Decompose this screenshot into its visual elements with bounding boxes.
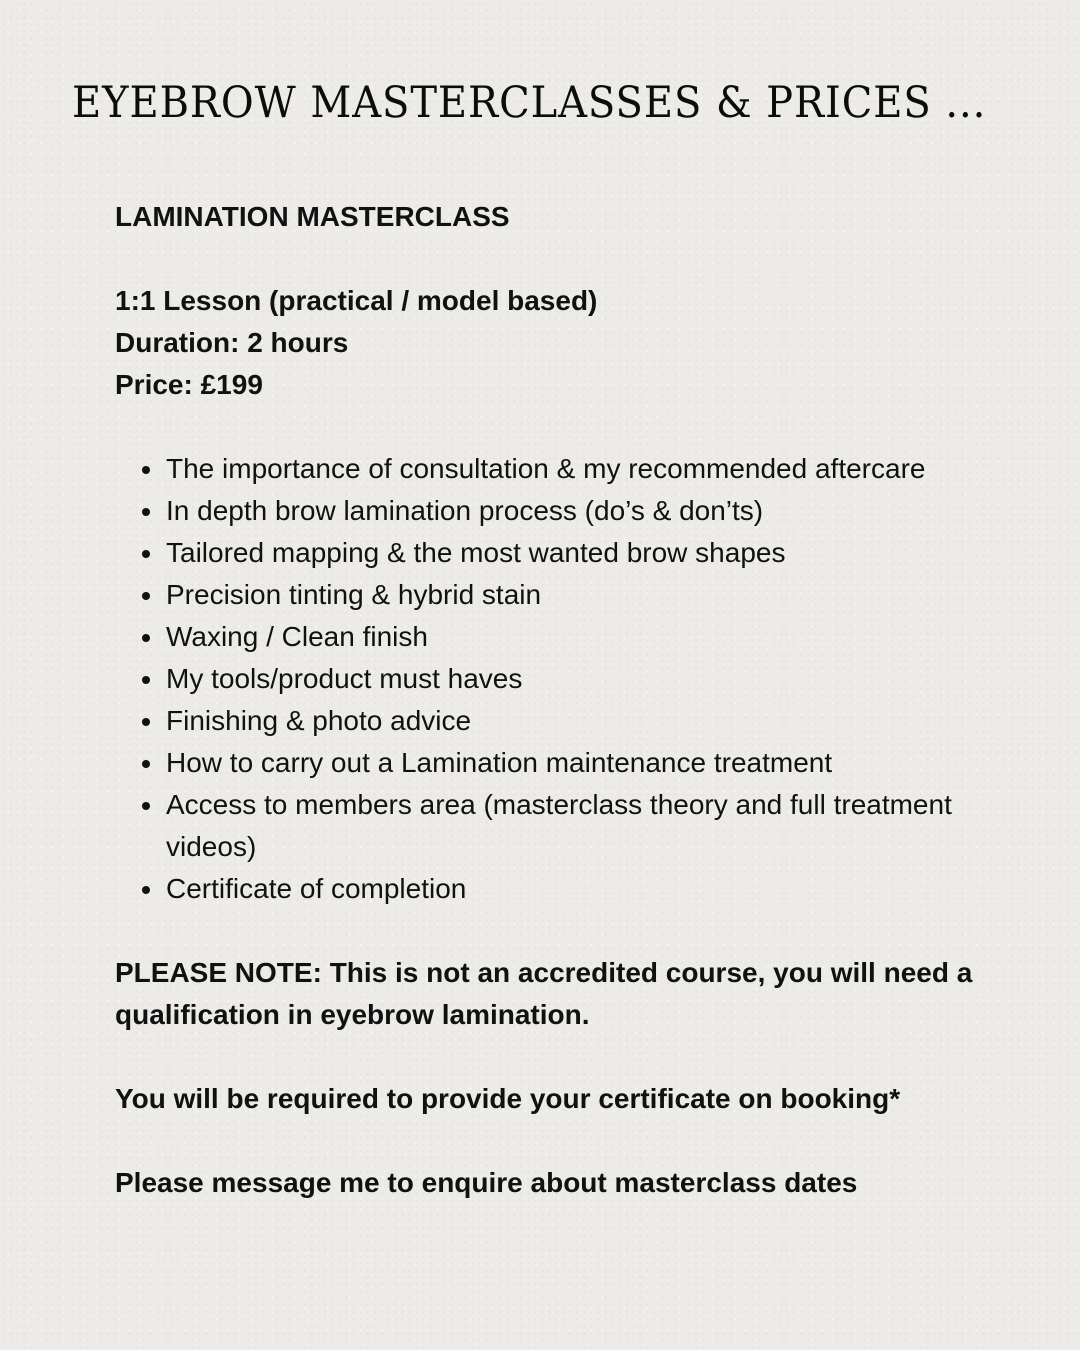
lesson-type: 1:1 Lesson (practical / model based) (115, 285, 598, 316)
list-item (115, 616, 975, 658)
list-item (115, 490, 975, 532)
bullet-icon (142, 886, 150, 894)
lesson-duration: Duration: 2 hours (115, 327, 349, 358)
topic-text: How to carry out a Lamination maintenance treatment (166, 747, 833, 778)
enquire-note: Please message me to enquire about masterclass dates (115, 1167, 858, 1198)
list-item (115, 658, 975, 700)
page-title: EYEBROW MASTERCLASSES & PRICES ... (72, 78, 987, 128)
certificate-note: You will be required to provide your certificate on booking* (115, 1083, 901, 1114)
topic-text: In depth brow lamination process (do’s & don’ts) (166, 495, 764, 526)
masterclass-content (115, 196, 975, 1204)
topic-text: My tools/product must haves (166, 663, 523, 694)
list-item (115, 784, 975, 868)
bullet-icon (142, 466, 150, 474)
topic-text: Tailored mapping & the most wanted brow shapes (166, 537, 786, 568)
bullet-icon (142, 550, 150, 558)
list-item (115, 700, 975, 742)
bullet-icon (142, 508, 150, 516)
bullet-icon (142, 634, 150, 642)
lesson-price: Price: £199 (115, 369, 263, 400)
topic-text: Certificate of completion (166, 873, 467, 904)
list-item (115, 448, 975, 490)
bullet-icon (142, 760, 150, 768)
accreditation-note: PLEASE NOTE: This is not an accredited course, you will need a qualification in eyebrow lamination. (115, 957, 973, 1030)
list-item (115, 574, 975, 616)
topic-text: The importance of consultation & my recommended aftercare (166, 453, 926, 484)
list-item (115, 532, 975, 574)
list-item (115, 742, 975, 784)
bullet-icon (142, 592, 150, 600)
section-title: LAMINATION MASTERCLASS (115, 201, 510, 232)
topic-text: Access to members area (masterclass theory and full treatment videos) (166, 789, 952, 862)
bullet-icon (142, 676, 150, 684)
topic-text: Finishing & photo advice (166, 705, 472, 736)
topic-text: Precision tinting & hybrid stain (166, 579, 542, 610)
topic-text: Waxing / Clean finish (166, 621, 428, 652)
list-item (115, 868, 975, 910)
topics-list (115, 448, 975, 910)
bullet-icon (142, 802, 150, 810)
lesson-details (115, 280, 975, 406)
bullet-icon (142, 718, 150, 726)
